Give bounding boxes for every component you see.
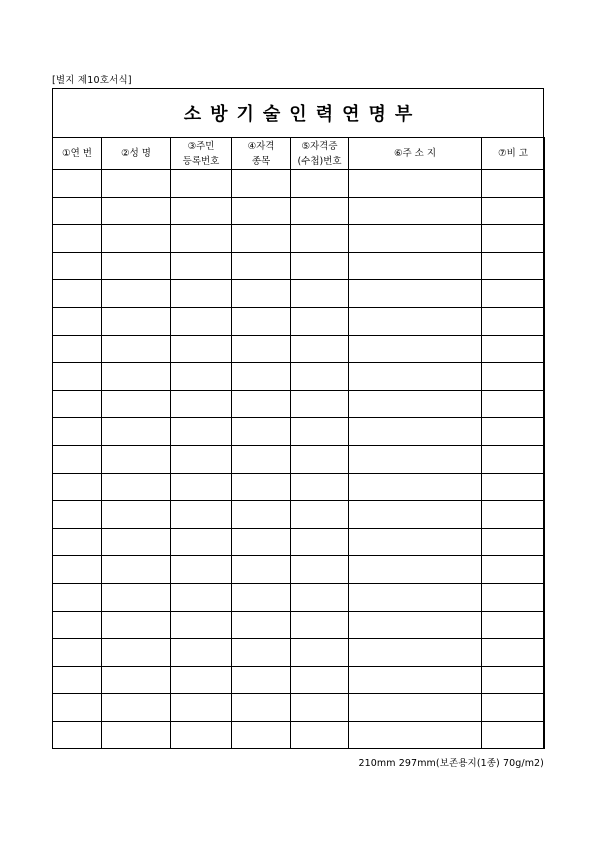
table-cell[interactable] [349,280,482,308]
table-cell[interactable] [349,170,482,198]
table-row [53,501,545,529]
table-cell[interactable] [102,639,171,667]
table-row [53,280,545,308]
table-cell[interactable] [291,307,349,335]
table-cell[interactable] [102,252,171,280]
table-cell[interactable] [291,528,349,556]
table-cell[interactable] [171,307,232,335]
table-cell[interactable] [349,556,482,584]
table-cell[interactable] [482,280,545,308]
table-cell[interactable] [53,583,102,611]
table-cell[interactable] [171,721,232,749]
table-cell[interactable] [232,170,291,198]
table-cell[interactable] [291,335,349,363]
table-row [53,390,545,418]
table-cell[interactable] [171,252,232,280]
table-cell[interactable] [232,418,291,446]
table-cell[interactable] [482,583,545,611]
table-cell[interactable] [232,721,291,749]
table-cell[interactable] [171,666,232,694]
table-cell[interactable] [102,418,171,446]
col-header-name: ②성 명 [102,138,171,170]
table-cell[interactable] [482,170,545,198]
table-row [53,418,545,446]
table-row [53,694,545,722]
table-cell[interactable] [232,363,291,391]
table-cell[interactable] [102,694,171,722]
table-cell[interactable] [482,528,545,556]
table-cell[interactable] [53,639,102,667]
table-cell[interactable] [102,390,171,418]
table-cell[interactable] [171,473,232,501]
table-cell[interactable] [53,721,102,749]
table-cell[interactable] [171,170,232,198]
table-cell[interactable] [349,473,482,501]
table-row [53,335,545,363]
table-cell[interactable] [53,611,102,639]
table-cell[interactable] [482,225,545,253]
table-cell[interactable] [102,170,171,198]
table-row [53,170,545,198]
table-cell[interactable] [171,694,232,722]
table-cell[interactable] [349,252,482,280]
table-cell[interactable] [53,418,102,446]
paper-spec-note: 210mm 297mm(보존용지(1종) 70g/m2) [358,758,544,769]
table-cell[interactable] [102,721,171,749]
table-cell[interactable] [53,666,102,694]
table-cell[interactable] [53,556,102,584]
table-cell[interactable] [171,639,232,667]
table-row [53,252,545,280]
table-cell[interactable] [232,694,291,722]
table-cell[interactable] [291,445,349,473]
table-cell[interactable] [482,556,545,584]
table-cell[interactable] [232,528,291,556]
table-cell[interactable] [53,363,102,391]
table-cell[interactable] [102,197,171,225]
roster-table-body [53,170,545,749]
table-cell[interactable] [482,418,545,446]
table-cell[interactable] [53,390,102,418]
table-row [53,197,545,225]
table-cell[interactable] [291,721,349,749]
table-cell[interactable] [232,583,291,611]
table-cell[interactable] [349,307,482,335]
table-cell[interactable] [102,335,171,363]
table-cell[interactable] [482,335,545,363]
col-header-address: ⑥주 소 지 [349,138,482,170]
table-cell[interactable] [349,390,482,418]
table-cell[interactable] [291,197,349,225]
roster-table [52,137,545,749]
table-cell[interactable] [349,583,482,611]
table-cell[interactable] [102,363,171,391]
table-cell[interactable] [232,280,291,308]
table-cell[interactable] [291,280,349,308]
table-cell[interactable] [349,666,482,694]
table-cell[interactable] [482,307,545,335]
table-cell[interactable] [171,197,232,225]
table-cell[interactable] [291,170,349,198]
form-number-label: [별지 제10호서식] [52,75,132,86]
table-cell[interactable] [53,445,102,473]
table-cell[interactable] [102,225,171,253]
table-row [53,556,545,584]
table-cell[interactable] [349,445,482,473]
table-row [53,583,545,611]
table-cell[interactable] [53,252,102,280]
table-cell[interactable] [53,225,102,253]
table-cell[interactable] [171,445,232,473]
table-cell[interactable] [349,363,482,391]
table-row [53,666,545,694]
table-cell[interactable] [171,583,232,611]
table-cell[interactable] [291,501,349,529]
table-cell[interactable] [53,473,102,501]
table-cell[interactable] [291,583,349,611]
table-cell[interactable] [232,473,291,501]
table-cell[interactable] [102,280,171,308]
table-cell[interactable] [102,473,171,501]
table-cell[interactable] [291,418,349,446]
table-cell[interactable] [171,363,232,391]
table-cell[interactable] [232,307,291,335]
table-cell[interactable] [349,694,482,722]
table-cell[interactable] [349,528,482,556]
table-cell[interactable] [171,418,232,446]
table-cell[interactable] [482,501,545,529]
table-cell[interactable] [171,528,232,556]
table-row [53,363,545,391]
table-cell[interactable] [102,583,171,611]
col-header-license-number: ⑤자격증 (수첩)번호 [291,138,349,170]
form-title: 소방기술인력연명부 [183,104,422,125]
table-cell[interactable] [171,335,232,363]
table-row [53,225,545,253]
table-cell[interactable] [171,611,232,639]
col-header-serial: ①연 번 [53,138,102,170]
table-cell[interactable] [232,225,291,253]
table-cell[interactable] [232,252,291,280]
table-cell[interactable] [291,390,349,418]
table-cell[interactable] [482,445,545,473]
table-cell[interactable] [482,694,545,722]
table-cell[interactable] [232,611,291,639]
table-cell[interactable] [232,197,291,225]
table-row [53,639,545,667]
table-cell[interactable] [171,280,232,308]
table-cell[interactable] [349,335,482,363]
table-row [53,611,545,639]
table-cell[interactable] [349,501,482,529]
table-row [53,445,545,473]
table-cell[interactable] [482,390,545,418]
table-cell[interactable] [53,307,102,335]
table-cell[interactable] [349,639,482,667]
table-cell[interactable] [102,307,171,335]
table-cell[interactable] [482,666,545,694]
table-cell[interactable] [482,611,545,639]
table-cell[interactable] [482,721,545,749]
table-cell[interactable] [291,363,349,391]
table-cell[interactable] [482,363,545,391]
table-cell[interactable] [349,611,482,639]
table-cell[interactable] [349,197,482,225]
table-cell[interactable] [291,252,349,280]
table-cell[interactable] [482,252,545,280]
table-cell[interactable] [349,418,482,446]
table-cell[interactable] [232,335,291,363]
table-cell[interactable] [171,501,232,529]
col-header-resident-number: ③주민 등록번호 [171,138,232,170]
table-cell[interactable] [291,225,349,253]
table-row [53,721,545,749]
table-cell[interactable] [349,721,482,749]
table-cell[interactable] [102,556,171,584]
table-cell[interactable] [291,611,349,639]
table-cell[interactable] [53,197,102,225]
table-cell[interactable] [291,694,349,722]
table-row [53,473,545,501]
table-cell[interactable] [291,473,349,501]
table-cell[interactable] [232,390,291,418]
table-row [53,307,545,335]
table-cell[interactable] [482,197,545,225]
table-cell[interactable] [53,694,102,722]
table-cell[interactable] [232,556,291,584]
table-cell[interactable] [102,666,171,694]
table-cell[interactable] [291,639,349,667]
table-cell[interactable] [232,666,291,694]
table-cell[interactable] [482,639,545,667]
table-cell[interactable] [171,390,232,418]
table-cell[interactable] [53,528,102,556]
table-cell[interactable] [232,639,291,667]
roster-form [52,88,544,749]
table-cell[interactable] [291,556,349,584]
table-cell[interactable] [102,528,171,556]
table-row [53,528,545,556]
table-cell[interactable] [232,501,291,529]
table-cell[interactable] [171,225,232,253]
table-cell[interactable] [53,335,102,363]
table-header-row [53,138,545,170]
table-cell[interactable] [102,445,171,473]
table-cell[interactable] [53,280,102,308]
col-header-qualification: ④자격 종목 [232,138,291,170]
table-cell[interactable] [232,445,291,473]
table-cell[interactable] [53,501,102,529]
table-cell[interactable] [171,556,232,584]
col-header-remarks: ⑦비 고 [482,138,545,170]
table-cell[interactable] [482,473,545,501]
table-cell[interactable] [291,666,349,694]
table-cell[interactable] [102,611,171,639]
table-cell[interactable] [349,225,482,253]
table-cell[interactable] [102,501,171,529]
table-cell[interactable] [53,170,102,198]
